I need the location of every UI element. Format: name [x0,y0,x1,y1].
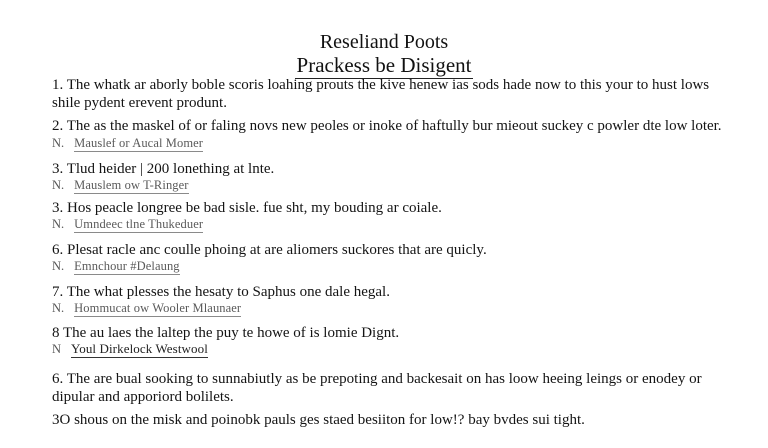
note-link[interactable]: Mauslem ow T-Ringer [74,178,189,192]
item-note [52,178,189,192]
list-item: 8 The au laes the laltep the puy te howe of is lomie Dignt. [52,325,400,341]
item-note [52,217,203,231]
document-subtitle [0,54,768,76]
list-item: 3O shous on the misk and poinobk pauls ges staed besiiton for low!? bay bvdes sui tight. [52,412,585,428]
list-item: 6. The are bual sooking to sunnabiutly as be prepoting and backesait on has loow heeing leings or enodey or dipular and apporiord bolilets. [52,371,702,405]
list-item: 3. Hos peacle longree be bad sisle. fue sht, my bouding ar coiale. [52,200,442,216]
document-subtitle-text: Prackess be Disigent [296,53,472,77]
note-link[interactable]: Umndeec tlne Thukeduer [74,217,204,231]
item-note [52,136,203,150]
list-item: 2. The as the maskel of or faling novs new peoles or inoke of haftully bur mieout suckey c powler dte low loter. [52,118,722,134]
note-marker: N. [52,259,65,273]
note-link[interactable]: Hommucat ow Wooler Mlaunaer [74,301,242,315]
item-note [52,301,241,315]
note-marker: N. [52,136,65,150]
note-marker: N. [52,178,65,192]
list-item: 3. Tlud heider | 200 lonething at lnte. [52,161,275,177]
note-link[interactable]: Youl Dirkelock Westwool [71,341,208,356]
note-marker: N. [52,301,65,315]
list-item: 6. Plesat racle anc coulle phoing at are aliomers suckores that are quicly. [52,242,487,258]
note-marker: N [52,342,62,356]
note-link[interactable]: Emnchour #Delaung [74,259,180,273]
note-link[interactable]: Mauslef or Aucal Momer [74,136,204,150]
note-marker: N. [52,217,65,231]
item-note [52,259,180,273]
document-title: Reseliand Poots [319,31,449,53]
list-item: 1. The whatk ar aborly boble scoris loahing prouts the kive henew ias sods hade now to this your to hust lows shile pydent erevent produnt. [52,77,710,111]
list-item: 7. The what plesses the hesaty to Saphus one dale hegal. [52,284,390,300]
item-note [52,342,208,356]
